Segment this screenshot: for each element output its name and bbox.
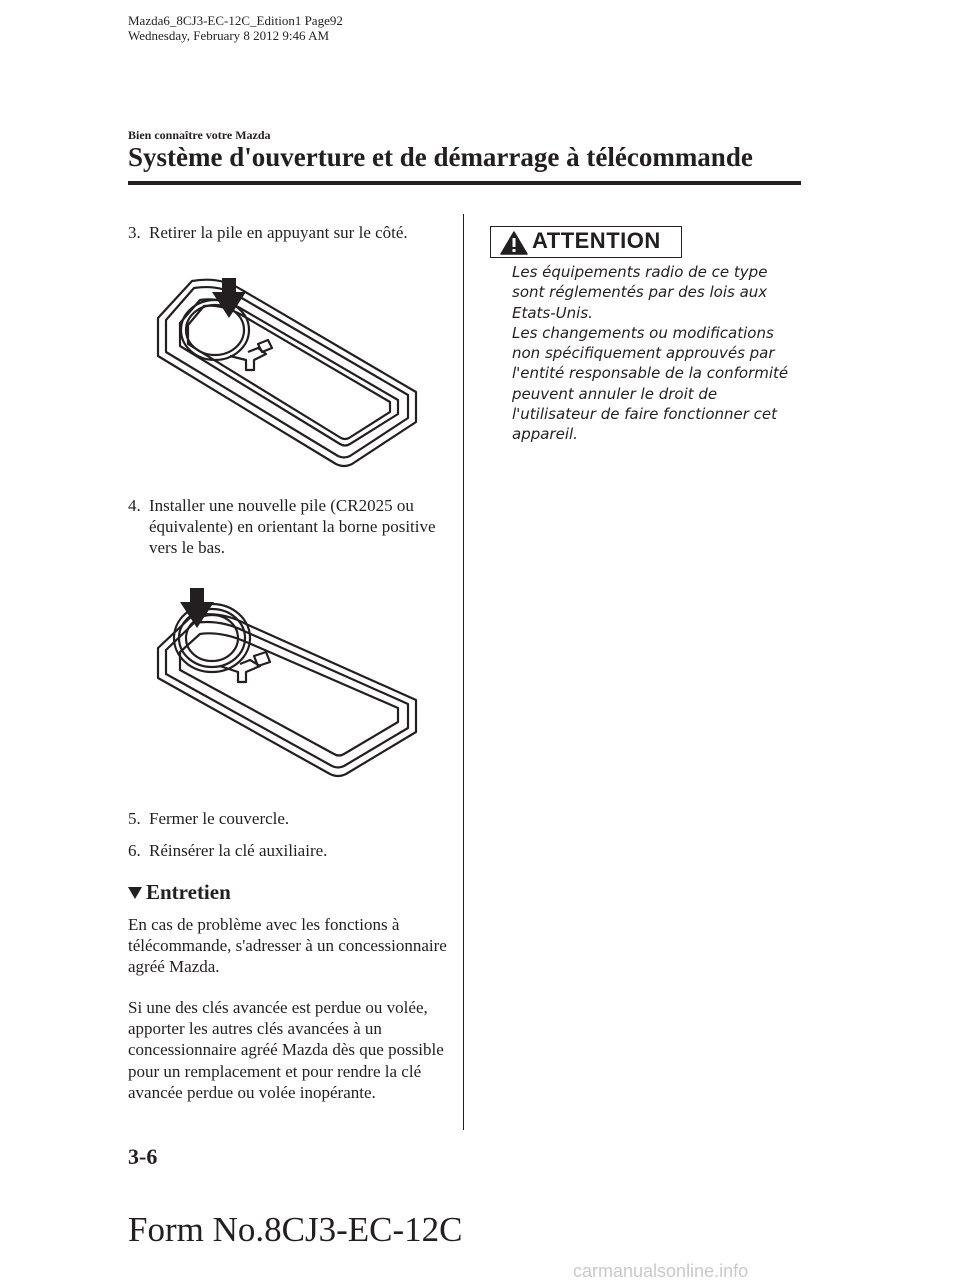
section-label: Bien connaître votre Mazda: [128, 128, 271, 142]
attention-line: Les équipements radio de ce type: [512, 263, 768, 281]
step-number: 6.: [128, 841, 141, 860]
key-battery-install-illustration: [150, 588, 420, 778]
step-3: [128, 222, 448, 243]
attention-label: ATTENTION: [532, 228, 661, 253]
step-number: 5.: [128, 809, 141, 828]
step-text: Installer une nouvelle pile (CR2025 ou équivalente) en orientant la borne positive vers le bas.: [149, 496, 436, 557]
attention-line: Les changements ou modifications: [512, 323, 774, 342]
attention-line: sont réglementés par des lois aux: [512, 283, 768, 302]
maintenance-heading: [128, 880, 231, 905]
key-battery-removal-illustration: [150, 278, 420, 470]
title-rule: [128, 181, 801, 185]
step-6: [128, 840, 448, 861]
attention-line: peuvent annuler le droit de: [512, 384, 718, 403]
step-number: 4.: [128, 496, 141, 515]
file-date: Wednesday, February 8 2012 9:46 AM: [128, 28, 330, 43]
step-4: [128, 495, 448, 558]
step-5: [128, 808, 448, 829]
triangle-down-icon: [128, 887, 142, 899]
attention-line: l'entité responsable de la conformité: [512, 364, 789, 383]
maintenance-heading-text: Entretien: [146, 880, 231, 904]
attention-line: non spécifiquement approuvés par: [512, 344, 775, 363]
column-divider: [463, 214, 464, 1130]
step-text: Fermer le couvercle.: [149, 809, 290, 828]
page-title: Système d'ouverture et de démarrage à télécommande: [128, 142, 753, 172]
warning-triangle-icon: [500, 231, 528, 255]
step-text: Réinsérer la clé auxiliaire.: [149, 841, 328, 860]
attention-line: l'utilisateur de faire fonctionner cet: [512, 405, 778, 424]
page-number: 3-6: [128, 1144, 158, 1169]
watermark: carmanualsonline.info: [573, 1261, 749, 1281]
maintenance-paragraph-2: Si une des clés avancée est perdue ou volée, apporter les autres clés avancées à un concessionnaire agréé Mazda dès que possible pour un remplacement et pour rendre la clé avancée perdue ou volée inopérante.: [128, 998, 444, 1102]
step-text: Retirer la pile en appuyant sur le côté.: [149, 223, 408, 242]
attention-line: Etats-Unis.: [512, 303, 593, 322]
attention-line: appareil.: [512, 425, 578, 444]
step-number: 3.: [128, 223, 141, 242]
form-number: Form No.8CJ3-EC-12C: [128, 1210, 463, 1249]
file-info: Mazda6_8CJ3-EC-12C_Edition1 Page92: [128, 13, 343, 28]
attention-text: [512, 262, 797, 445]
maintenance-paragraph-1: En cas de problème avec les fonctions à télécommande, s'adresser à un concessionnaire agréé Mazda.: [128, 915, 447, 977]
